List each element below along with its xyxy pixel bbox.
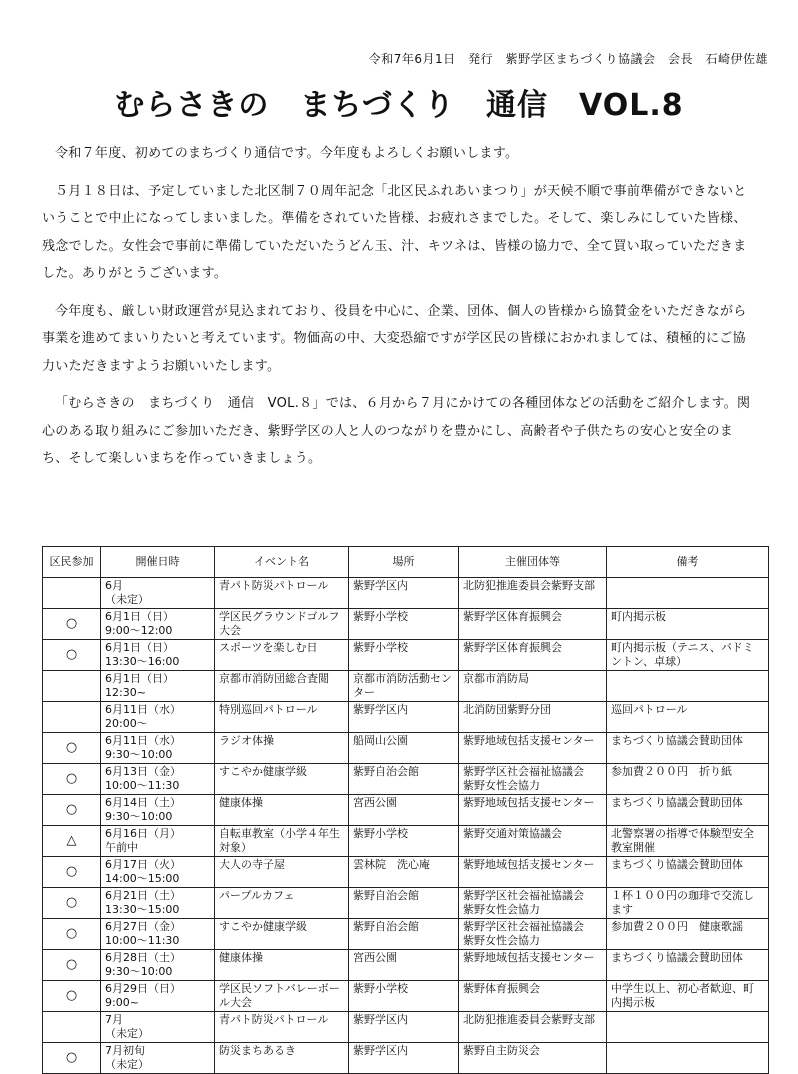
event-time: （未定） [105,593,149,606]
datetime-cell [101,702,215,733]
event-cell [215,1012,349,1043]
event-cell [215,609,349,640]
event-cell [215,826,349,857]
event-place: 紫野学区内 [353,1044,408,1057]
event-time: 12:30~ [105,686,146,699]
table-row [43,764,769,795]
table-row [43,702,769,733]
notes-cell [607,764,769,795]
participation-mark: ○ [65,647,78,662]
participation-cell [43,1012,101,1043]
datetime-cell [101,1012,215,1043]
table-row [43,981,769,1012]
participation-mark: ○ [65,895,78,910]
newsletter-title: むらさきの まちづくり 通信 VOL.8 [114,88,684,123]
organizer-cell [459,578,607,609]
event-note: １杯１００円の珈琲で交流します [611,889,754,916]
event-note: まちづくり協議会賛助団体 [611,951,743,964]
event-place: 紫野小学校 [353,982,408,995]
event-name: すこやか健康学級 [219,920,307,933]
place-cell [349,764,459,795]
datetime-cell [101,919,215,950]
organizer-cell [459,981,607,1012]
event-time: 10:00～11:30 [105,934,180,947]
event-note: 町内掲示板（テニス、バドミントン、卓球） [611,641,754,668]
event-organizer: 紫野体育振興会 [463,982,540,995]
event-note: 参加費２００円 健康歌謡 [611,920,743,933]
event-cell [215,640,349,671]
notes-cell [607,826,769,857]
organizer-cell [459,950,607,981]
issue-info: 令和7年6月1日 発行 紫野学区まちづくり協議会 会長 石崎伊佐雄 [368,52,768,66]
participation-cell [43,702,101,733]
event-note: まちづくり協議会賛助団体 [611,734,743,747]
notes-cell [607,733,769,764]
event-name: 防災まちあるき [219,1044,296,1057]
event-name: パープルカフェ [219,889,295,902]
header-organizer: 主催団体等 [459,547,607,578]
table-row [43,671,769,702]
participation-mark: ○ [65,864,78,879]
table-row [43,1043,769,1074]
notes-cell [607,640,769,671]
table-row [43,578,769,609]
event-organizer: 北防犯推進委員会紫野支部 [463,579,595,592]
paragraph: 令和７年度、初めてのまちづくり通信です。今年度もよろしくお願いします。 [55,146,519,161]
participation-mark: ○ [65,926,78,941]
place-cell [349,826,459,857]
participation-mark: ○ [65,988,78,1003]
datetime-cell [101,733,215,764]
event-date: 6月21日（土） [105,889,181,902]
event-date: 6月14日（土） [105,796,181,809]
event-name: 青パト防災パトロール [219,1013,329,1026]
event-name: 青パト防災パトロール [219,579,329,592]
participation-mark: △ [66,833,77,848]
event-date: 6月17日（火） [105,858,181,871]
event-name: 京都市消防団総合査閲 [219,672,329,685]
event-name: 健康体操 [219,796,263,809]
participation-mark: ○ [65,957,78,972]
organizer-cell [459,1043,607,1074]
datetime-cell [101,826,215,857]
event-name: すこやか健康学級 [219,765,307,778]
notes-cell [607,888,769,919]
organizer-cell [459,919,607,950]
paragraph: ５月１８日は、予定していました北区制７０周年記念「北区民ふれあいまつり」が天候不順で事前準備ができないということで中止になってしまいました。準備をされていた皆様、お疲れさまでした。そして、楽しみにしていた皆様、残念でした。女性会で事前に準備していただいたうどん玉、汁、キツネは、皆様の協力で、全て買い取っていただきました。ありがとうございます。 [42,183,747,281]
event-organizer: 紫野交通対策協議会 [463,827,562,840]
datetime-cell [101,888,215,919]
table-row [43,857,769,888]
event-time: 13:30～16:00 [105,655,180,668]
event-place: 紫野自治会館 [353,765,419,778]
participation-cell [43,919,101,950]
event-organizer: 紫野学区体育振興会 [463,641,562,654]
event-name: 学区民グラウンドゴルフ大会 [219,610,340,637]
event-cell [215,764,349,795]
participation-cell [43,578,101,609]
event-cell [215,795,349,826]
event-place: 紫野自治会館 [353,920,419,933]
participation-cell [43,764,101,795]
event-time: 9:30～10:00 [105,748,173,761]
table-header-row [43,547,769,578]
event-date: 6月29日（日） [105,982,181,995]
organizer-cell [459,702,607,733]
event-cell [215,733,349,764]
table-row [43,888,769,919]
datetime-cell [101,671,215,702]
event-schedule-table [42,546,768,1074]
event-place: 紫野学区内 [353,579,408,592]
event-date: 6月1日（日） [105,610,174,623]
event-name: 学区民ソフトバレーボール大会 [219,982,340,1009]
table-row [43,795,769,826]
event-cell [215,578,349,609]
header-event: イベント名 [215,547,349,578]
event-name: 特別巡回パトロール [219,703,318,716]
notes-cell [607,578,769,609]
event-time: 9:00~ [105,996,139,1009]
participation-cell [43,640,101,671]
participation-cell [43,1043,101,1074]
notes-cell [607,857,769,888]
event-place: 紫野小学校 [353,610,408,623]
event-time: 10:00～11:30 [105,779,180,792]
table-row [43,1012,769,1043]
place-cell [349,919,459,950]
event-cell [215,671,349,702]
notes-cell [607,950,769,981]
event-time: 14:00～15:00 [105,872,180,885]
event-cell [215,1043,349,1074]
datetime-cell [101,857,215,888]
event-cell [215,950,349,981]
event-name: 健康体操 [219,951,263,964]
event-organizer: 北防犯推進委員会紫野支部 [463,1013,595,1026]
event-time: （未定） [105,1027,149,1040]
place-cell [349,733,459,764]
place-cell [349,857,459,888]
notes-cell [607,609,769,640]
datetime-cell [101,795,215,826]
organizer-cell [459,795,607,826]
event-time: 9:00～12:00 [105,624,173,637]
place-cell [349,640,459,671]
datetime-cell [101,609,215,640]
event-organizer: 紫野学区社会福祉協議会 紫野女性会協力 [463,889,595,916]
event-cell [215,857,349,888]
organizer-cell [459,609,607,640]
header-datetime: 開催日時 [101,547,215,578]
datetime-cell [101,1043,215,1074]
header-notes: 備考 [607,547,769,578]
event-time: （未定） [105,1058,149,1071]
organizer-cell [459,671,607,702]
event-place: 宮西公園 [353,796,397,809]
participation-cell [43,950,101,981]
event-place: 宮西公園 [353,951,397,964]
event-name: ラジオ体操 [219,734,274,747]
place-cell [349,888,459,919]
notes-cell [607,795,769,826]
participation-mark: ○ [65,802,78,817]
participation-cell [43,981,101,1012]
event-date: 7月 [105,1013,123,1026]
event-place: 紫野学区内 [353,1013,408,1026]
event-note: 町内掲示板 [611,610,666,623]
participation-cell [43,733,101,764]
event-name: スポーツを楽しむ日 [219,641,318,654]
event-cell [215,888,349,919]
participation-cell [43,888,101,919]
event-organizer: 紫野地域包括支援センター [463,858,595,871]
event-organizer: 紫野地域包括支援センター [463,796,595,809]
organizer-cell [459,640,607,671]
event-note: 中学生以上、初心者歓迎、町内掲示板 [611,982,754,1009]
paragraph: 今年度も、厳しい財政運営が見込まれており、役員を中心に、企業、団体、個人の皆様から協賛金をいただきながら事業を進めてまいりたいと考えています。物価高の中、大変恐縮ですが学区民の皆様におかれましては、積極的にご協力いただきますようお願いいたします。 [42,303,747,374]
participation-cell [43,826,101,857]
event-time: 午前中 [105,841,138,854]
datetime-cell [101,981,215,1012]
event-note: まちづくり協議会賛助団体 [611,796,743,809]
table-row [43,640,769,671]
event-organizer: 紫野地域包括支援センター [463,734,595,747]
table-row [43,919,769,950]
datetime-cell [101,950,215,981]
event-place: 紫野自治会館 [353,889,419,902]
organizer-cell [459,1012,607,1043]
participation-cell [43,609,101,640]
organizer-cell [459,857,607,888]
place-cell [349,1043,459,1074]
table-row [43,950,769,981]
participation-mark: ○ [65,740,78,755]
participation-mark: ○ [65,616,78,631]
place-cell [349,981,459,1012]
notes-cell [607,1012,769,1043]
participation-mark: ○ [65,771,78,786]
notes-cell [607,702,769,733]
place-cell [349,950,459,981]
event-place: 紫野学区内 [353,703,408,716]
event-date: 6月13日（金） [105,765,181,778]
participation-cell [43,671,101,702]
place-cell [349,609,459,640]
notes-cell [607,981,769,1012]
event-name: 大人の寺子屋 [219,858,285,871]
event-date: 6月28日（土） [105,951,181,964]
place-cell [349,671,459,702]
event-organizer: 紫野自主防災会 [463,1044,540,1057]
event-organizer: 紫野地域包括支援センター [463,951,595,964]
paragraph: 「むらさきの まちづくり 通信 VOL.８」では、６月から７月にかけての各種団体などの活動をご紹介します。関心のある取り組みにご参加いただき、紫野学区の人と人のつながりを豊かにし、高齢者や子供たちの安心と安全のまち、そして楽しいまちを作っていきましょう。 [42,396,751,466]
participation-cell [43,857,101,888]
event-name: 自転車教室（小学４年生対象） [219,827,340,854]
event-place: 雲林院 洗心庵 [353,858,430,871]
event-place: 紫野小学校 [353,641,408,654]
header-place: 場所 [349,547,459,578]
header-participation: 区民参加 [43,547,101,578]
event-organizer: 紫野学区社会福祉協議会 紫野女性会協力 [463,920,595,947]
participation-mark: ○ [65,1050,78,1065]
notes-cell [607,671,769,702]
event-time: 9:30～10:00 [105,965,173,978]
organizer-cell [459,733,607,764]
event-note: 北警察署の指導で体験型安全教室開催 [611,827,754,854]
place-cell [349,1012,459,1043]
table-row [43,733,769,764]
event-organizer: 北消防団紫野分団 [463,703,551,716]
event-place: 京都市消防活動センター [353,672,452,699]
place-cell [349,578,459,609]
datetime-cell [101,640,215,671]
table-row [43,826,769,857]
place-cell [349,702,459,733]
event-date: 6月16日（月） [105,827,181,840]
notes-cell [607,919,769,950]
event-date: 6月1日（日） [105,672,174,685]
event-cell [215,919,349,950]
event-date: 6月1日（日） [105,641,174,654]
table-row [43,609,769,640]
participation-cell [43,795,101,826]
event-organizer: 紫野学区社会福祉協議会 紫野女性会協力 [463,765,595,792]
event-date: 6月11日（水） [105,734,181,747]
event-date: 6月11日（水） [105,703,181,716]
event-organizer: 京都市消防局 [463,672,529,685]
notes-cell [607,1043,769,1074]
organizer-cell [459,764,607,795]
event-date: 6月27日（金） [105,920,181,933]
organizer-cell [459,826,607,857]
datetime-cell [101,764,215,795]
place-cell [349,795,459,826]
event-cell [215,702,349,733]
event-time: 9:30～10:00 [105,810,173,823]
event-time: 20:00～ [105,717,148,730]
body-text [42,140,752,483]
event-place: 船岡山公園 [353,734,408,747]
event-organizer: 紫野学区体育振興会 [463,610,562,623]
organizer-cell [459,888,607,919]
event-note: まちづくり協議会賛助団体 [611,858,743,871]
event-time: 13:30～15:00 [105,903,180,916]
event-cell [215,981,349,1012]
datetime-cell [101,578,215,609]
event-note: 参加費２００円 折り紙 [611,765,732,778]
event-date: 7月初旬 [105,1044,145,1057]
event-date: 6月 [105,579,123,592]
event-note: 巡回パトロール [611,703,688,716]
event-place: 紫野小学校 [353,827,408,840]
